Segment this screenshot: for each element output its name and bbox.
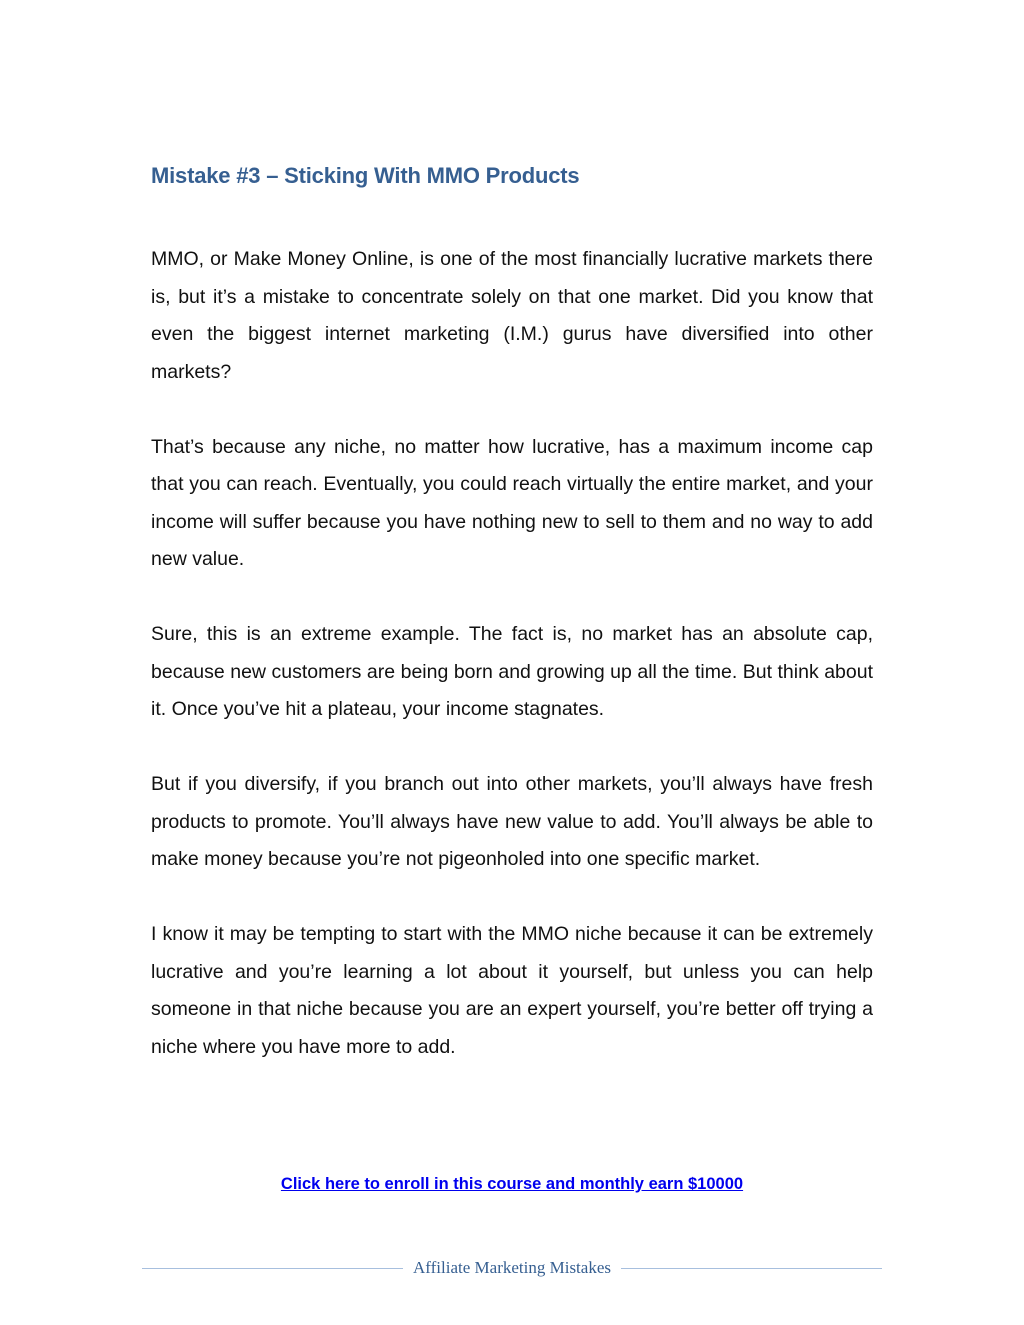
paragraph: Sure, this is an extreme example. The fact is, no market has an absolute cap, because new customers are being born and growing up all the time. But think about it. Once you’ve hit a plateau, your income stagnates. [151, 623, 873, 720]
body-text [151, 241, 873, 1066]
footer-title: Affiliate Marketing Mistakes [413, 1258, 611, 1277]
page-footer [142, 1256, 882, 1280]
paragraph: But if you diversify, if you branch out into other markets, you’ll always have fresh products to promote. You’ll always have new value to add. You’ll always be able to make money because you’re not pigeonholed into one specific market. [151, 773, 873, 870]
paragraph: That’s because any niche, no matter how lucrative, has a maximum income cap that you can reach. Eventually, you could reach virtually the entire market, and your income will suffer because you have nothing new to sell to them and no way to add new value. [151, 435, 873, 570]
cta-container [0, 1173, 1024, 1195]
footer-rule-left [142, 1268, 403, 1269]
section-heading: Mistake #3 – Sticking With MMO Products [151, 163, 580, 188]
footer-rule-right [621, 1268, 882, 1269]
paragraph: MMO, or Make Money Online, is one of the most financially lucrative markets there is, but it’s a mistake to concentrate solely on that one market. Did you know that even the biggest internet marketing (I.M.) gurus have diversified into other markets? [151, 248, 873, 383]
enroll-link[interactable]: Click here to enroll in this course and monthly earn $10000 [280, 1175, 744, 1193]
paragraph: I know it may be tempting to start with the MMO niche because it can be extremely lucrative and you’re learning a lot about it yourself, but unless you can help someone in that niche because you are an expert yourself, you’re better off trying a niche where you have more to add. [151, 923, 873, 1058]
